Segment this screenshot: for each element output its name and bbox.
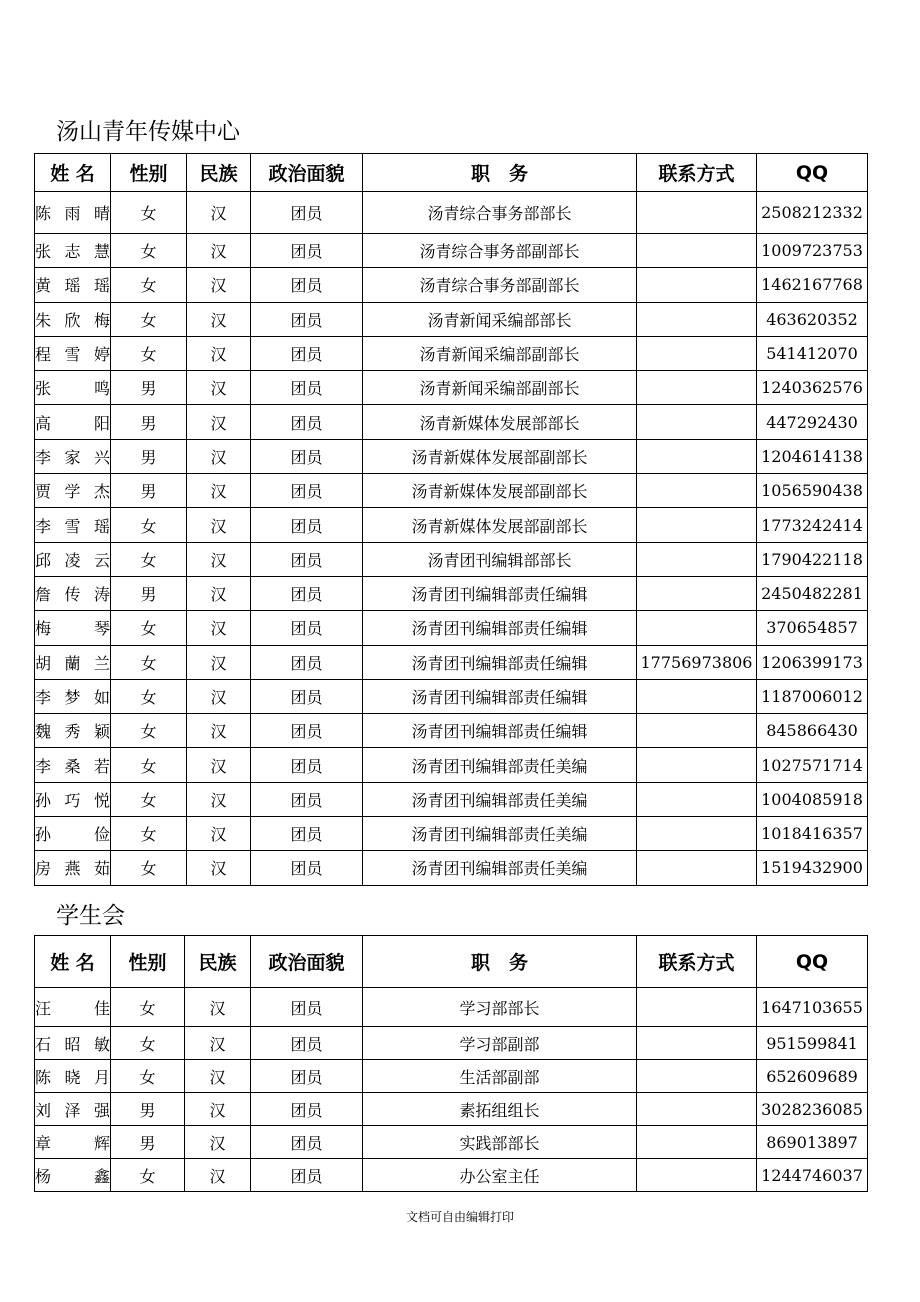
cell-position: 汤青团刊编辑部责任编辑 — [363, 679, 637, 713]
cell-ethnicity: 汉 — [187, 268, 251, 302]
cell-qq: 1004085918 — [757, 782, 868, 816]
cell-gender: 女 — [111, 234, 187, 268]
cell-contact — [637, 817, 757, 851]
cell-gender: 男 — [111, 371, 187, 405]
cell-gender: 女 — [111, 1027, 185, 1060]
cell-qq: 463620352 — [757, 302, 868, 336]
cell-qq: 1240362576 — [757, 371, 868, 405]
cell-qq: 447292430 — [757, 405, 868, 439]
footer-note: 文档可自由编辑打印 — [405, 1210, 514, 1224]
cell-contact — [637, 192, 757, 234]
cell-ethnicity: 汉 — [187, 576, 251, 610]
cell-position: 办公室主任 — [363, 1159, 637, 1192]
cell-ethnicity: 汉 — [187, 439, 251, 473]
table-row — [35, 1126, 868, 1159]
cell-qq: 1647103655 — [757, 988, 868, 1027]
cell-gender: 女 — [111, 988, 185, 1027]
header-gender: 性别 — [111, 936, 185, 988]
cell-political: 团员 — [251, 1159, 363, 1192]
table-row — [35, 192, 868, 234]
cell-name: 汪 佳 — [35, 988, 111, 1027]
header-political: 政治面貌 — [251, 936, 363, 988]
cell-political: 团员 — [251, 817, 363, 851]
cell-qq: 1187006012 — [757, 679, 868, 713]
cell-political: 团员 — [251, 748, 363, 782]
cell-contact — [637, 851, 757, 885]
cell-political: 团员 — [251, 714, 363, 748]
cell-qq: 869013897 — [757, 1126, 868, 1159]
cell-gender: 女 — [111, 1060, 185, 1093]
cell-qq: 2508212332 — [757, 192, 868, 234]
cell-qq: 370654857 — [757, 611, 868, 645]
cell-qq: 1009723753 — [757, 234, 868, 268]
cell-position: 汤青团刊编辑部责任编辑 — [363, 714, 637, 748]
table-row — [35, 782, 868, 816]
cell-position: 汤青团刊编辑部责任编辑 — [363, 611, 637, 645]
cell-ethnicity: 汉 — [187, 679, 251, 713]
cell-name: 李家兴 — [35, 439, 111, 473]
table-row — [35, 234, 868, 268]
cell-ethnicity: 汉 — [187, 748, 251, 782]
cell-position: 汤青团刊编辑部责任美编 — [363, 782, 637, 816]
cell-name: 黄瑶瑶 — [35, 268, 111, 302]
cell-ethnicity: 汉 — [187, 611, 251, 645]
cell-contact — [637, 1027, 757, 1060]
cell-position: 学习部部长 — [363, 988, 637, 1027]
table-row — [35, 988, 868, 1027]
cell-contact — [637, 508, 757, 542]
cell-position: 汤青团刊编辑部责任编辑 — [363, 576, 637, 610]
table-row — [35, 405, 868, 439]
cell-gender: 男 — [111, 474, 187, 508]
cell-gender: 女 — [111, 192, 187, 234]
cell-ethnicity: 汉 — [187, 405, 251, 439]
table-row — [35, 714, 868, 748]
cell-name: 朱欣梅 — [35, 302, 111, 336]
cell-gender: 女 — [111, 679, 187, 713]
cell-ethnicity: 汉 — [187, 302, 251, 336]
table-row — [35, 817, 868, 851]
cell-gender: 男 — [111, 1126, 185, 1159]
cell-ethnicity: 汉 — [185, 1126, 251, 1159]
cell-contact — [637, 576, 757, 610]
table-row — [35, 1093, 868, 1126]
cell-qq: 1244746037 — [757, 1159, 868, 1192]
cell-contact: 17756973806 — [637, 645, 757, 679]
cell-name: 孙巧悦 — [35, 782, 111, 816]
cell-position: 实践部部长 — [363, 1126, 637, 1159]
header-position: 职 务 — [363, 936, 637, 988]
header-name: 姓 名 — [35, 154, 111, 192]
cell-qq: 951599841 — [757, 1027, 868, 1060]
cell-political: 团员 — [251, 645, 363, 679]
cell-name: 贾学杰 — [35, 474, 111, 508]
table-row — [35, 748, 868, 782]
cell-contact — [637, 611, 757, 645]
cell-qq: 1519432900 — [757, 851, 868, 885]
cell-gender: 女 — [111, 268, 187, 302]
cell-political: 团员 — [251, 371, 363, 405]
cell-ethnicity: 汉 — [187, 782, 251, 816]
cell-ethnicity: 汉 — [185, 1027, 251, 1060]
cell-political: 团员 — [251, 508, 363, 542]
cell-contact — [637, 714, 757, 748]
cell-political: 团员 — [251, 474, 363, 508]
cell-political: 团员 — [251, 192, 363, 234]
table-row — [35, 1159, 868, 1192]
cell-qq: 845866430 — [757, 714, 868, 748]
cell-position: 汤青新媒体发展部副部长 — [363, 508, 637, 542]
cell-ethnicity: 汉 — [187, 508, 251, 542]
cell-name: 李梦如 — [35, 679, 111, 713]
cell-contact — [637, 988, 757, 1027]
cell-political: 团员 — [251, 782, 363, 816]
cell-political: 团员 — [251, 1093, 363, 1126]
cell-political: 团员 — [251, 542, 363, 576]
cell-position: 汤青团刊编辑部责任编辑 — [363, 645, 637, 679]
cell-name: 詹传涛 — [35, 576, 111, 610]
header-contact: 联系方式 — [637, 936, 757, 988]
media-center-table — [34, 153, 868, 886]
cell-ethnicity: 汉 — [187, 371, 251, 405]
cell-qq: 3028236085 — [757, 1093, 868, 1126]
cell-political: 团员 — [251, 1060, 363, 1093]
cell-contact — [637, 474, 757, 508]
table-row — [35, 851, 868, 885]
cell-qq: 652609689 — [757, 1060, 868, 1093]
cell-qq: 1773242414 — [757, 508, 868, 542]
cell-name: 张 鸣 — [35, 371, 111, 405]
cell-position: 汤青团刊编辑部责任美编 — [363, 851, 637, 885]
cell-gender: 女 — [111, 508, 187, 542]
cell-ethnicity: 汉 — [187, 192, 251, 234]
cell-name: 高 阳 — [35, 405, 111, 439]
cell-position: 汤青新闻采编部副部长 — [363, 336, 637, 370]
cell-position: 素拓组组长 — [363, 1093, 637, 1126]
table-header-row — [35, 154, 868, 192]
cell-qq: 541412070 — [757, 336, 868, 370]
table-row — [35, 679, 868, 713]
cell-contact — [637, 1093, 757, 1126]
cell-name: 张志慧 — [35, 234, 111, 268]
cell-position: 汤青综合事务部副部长 — [363, 268, 637, 302]
cell-gender: 女 — [111, 542, 187, 576]
header-contact: 联系方式 — [637, 154, 757, 192]
table-row — [35, 508, 868, 542]
cell-contact — [637, 1126, 757, 1159]
header-ethnicity: 民族 — [185, 936, 251, 988]
table-row — [35, 302, 868, 336]
table-row — [35, 1027, 868, 1060]
cell-contact — [637, 405, 757, 439]
table-row — [35, 336, 868, 370]
cell-gender: 女 — [111, 645, 187, 679]
cell-contact — [637, 679, 757, 713]
cell-gender: 男 — [111, 439, 187, 473]
cell-position: 汤青团刊编辑部部长 — [363, 542, 637, 576]
cell-position: 汤青新媒体发展部副部长 — [363, 474, 637, 508]
cell-political: 团员 — [251, 336, 363, 370]
cell-political: 团员 — [251, 611, 363, 645]
cell-qq: 1790422118 — [757, 542, 868, 576]
cell-name: 邱凌云 — [35, 542, 111, 576]
cell-position: 汤青新闻采编部部长 — [363, 302, 637, 336]
table-row — [35, 576, 868, 610]
cell-name: 刘泽强 — [35, 1093, 111, 1126]
cell-gender: 女 — [111, 302, 187, 336]
cell-qq: 1027571714 — [757, 748, 868, 782]
cell-name: 程雪婷 — [35, 336, 111, 370]
cell-name: 梅 琴 — [35, 611, 111, 645]
cell-qq: 1206399173 — [757, 645, 868, 679]
cell-qq: 1204614138 — [757, 439, 868, 473]
header-position: 职 务 — [363, 154, 637, 192]
cell-name: 魏秀颖 — [35, 714, 111, 748]
header-political: 政治面貌 — [251, 154, 363, 192]
cell-political: 团员 — [251, 851, 363, 885]
cell-political: 团员 — [251, 1027, 363, 1060]
cell-political: 团员 — [251, 234, 363, 268]
table-row — [35, 542, 868, 576]
section-title-student-union: 学生会 — [56, 903, 125, 929]
cell-name: 陈晓月 — [35, 1060, 111, 1093]
table-row — [35, 268, 868, 302]
cell-contact — [637, 748, 757, 782]
cell-contact — [637, 782, 757, 816]
cell-name: 李桑若 — [35, 748, 111, 782]
header-gender: 性别 — [111, 154, 187, 192]
table-row — [35, 611, 868, 645]
cell-ethnicity: 汉 — [187, 645, 251, 679]
cell-ethnicity: 汉 — [187, 336, 251, 370]
cell-political: 团员 — [251, 302, 363, 336]
cell-political: 团员 — [251, 439, 363, 473]
cell-position: 生活部副部 — [363, 1060, 637, 1093]
cell-contact — [637, 268, 757, 302]
cell-political: 团员 — [251, 1126, 363, 1159]
cell-gender: 女 — [111, 1159, 185, 1192]
cell-contact — [637, 1159, 757, 1192]
cell-contact — [637, 302, 757, 336]
student-union-table — [34, 935, 868, 1192]
cell-position: 汤青团刊编辑部责任美编 — [363, 748, 637, 782]
cell-qq: 2450482281 — [757, 576, 868, 610]
cell-political: 团员 — [251, 405, 363, 439]
cell-name: 杨 鑫 — [35, 1159, 111, 1192]
cell-political: 团员 — [251, 268, 363, 302]
cell-contact — [637, 439, 757, 473]
cell-name: 孙 俭 — [35, 817, 111, 851]
cell-contact — [637, 542, 757, 576]
cell-gender: 女 — [111, 748, 187, 782]
cell-position: 汤青团刊编辑部责任美编 — [363, 817, 637, 851]
cell-gender: 女 — [111, 714, 187, 748]
cell-name: 房燕茹 — [35, 851, 111, 885]
table-row — [35, 1060, 868, 1093]
cell-name: 陈雨晴 — [35, 192, 111, 234]
cell-political: 团员 — [251, 988, 363, 1027]
cell-qq: 1462167768 — [757, 268, 868, 302]
cell-position: 汤青新媒体发展部副部长 — [363, 439, 637, 473]
cell-ethnicity: 汉 — [185, 988, 251, 1027]
section-title-media-center: 汤山青年传媒中心 — [56, 119, 240, 145]
cell-position: 汤青综合事务部部长 — [363, 192, 637, 234]
cell-gender: 女 — [111, 851, 187, 885]
table-header-row — [35, 936, 868, 988]
cell-qq: 1018416357 — [757, 817, 868, 851]
header-ethnicity: 民族 — [187, 154, 251, 192]
cell-name: 章 辉 — [35, 1126, 111, 1159]
table-row — [35, 645, 868, 679]
cell-gender: 男 — [111, 576, 187, 610]
cell-ethnicity: 汉 — [187, 474, 251, 508]
cell-name: 胡蘭兰 — [35, 645, 111, 679]
cell-position: 汤青新媒体发展部部长 — [363, 405, 637, 439]
cell-ethnicity: 汉 — [187, 714, 251, 748]
table-row — [35, 371, 868, 405]
cell-contact — [637, 1060, 757, 1093]
cell-ethnicity: 汉 — [185, 1060, 251, 1093]
cell-ethnicity: 汉 — [187, 817, 251, 851]
cell-position: 学习部副部 — [363, 1027, 637, 1060]
cell-contact — [637, 336, 757, 370]
cell-ethnicity: 汉 — [185, 1093, 251, 1126]
header-name: 姓 名 — [35, 936, 111, 988]
cell-gender: 女 — [111, 817, 187, 851]
table-row — [35, 439, 868, 473]
cell-position: 汤青新闻采编部副部长 — [363, 371, 637, 405]
cell-gender: 男 — [111, 405, 187, 439]
cell-ethnicity: 汉 — [185, 1159, 251, 1192]
cell-name: 石昭敏 — [35, 1027, 111, 1060]
header-qq: QQ — [757, 154, 868, 192]
cell-qq: 1056590438 — [757, 474, 868, 508]
cell-ethnicity: 汉 — [187, 234, 251, 268]
cell-name: 李雪瑶 — [35, 508, 111, 542]
cell-gender: 女 — [111, 782, 187, 816]
cell-position: 汤青综合事务部副部长 — [363, 234, 637, 268]
cell-political: 团员 — [251, 576, 363, 610]
cell-ethnicity: 汉 — [187, 851, 251, 885]
cell-contact — [637, 234, 757, 268]
cell-gender: 女 — [111, 611, 187, 645]
cell-contact — [637, 371, 757, 405]
table-row — [35, 474, 868, 508]
header-qq: QQ — [757, 936, 868, 988]
cell-political: 团员 — [251, 679, 363, 713]
cell-ethnicity: 汉 — [187, 542, 251, 576]
cell-gender: 女 — [111, 336, 187, 370]
cell-gender: 男 — [111, 1093, 185, 1126]
